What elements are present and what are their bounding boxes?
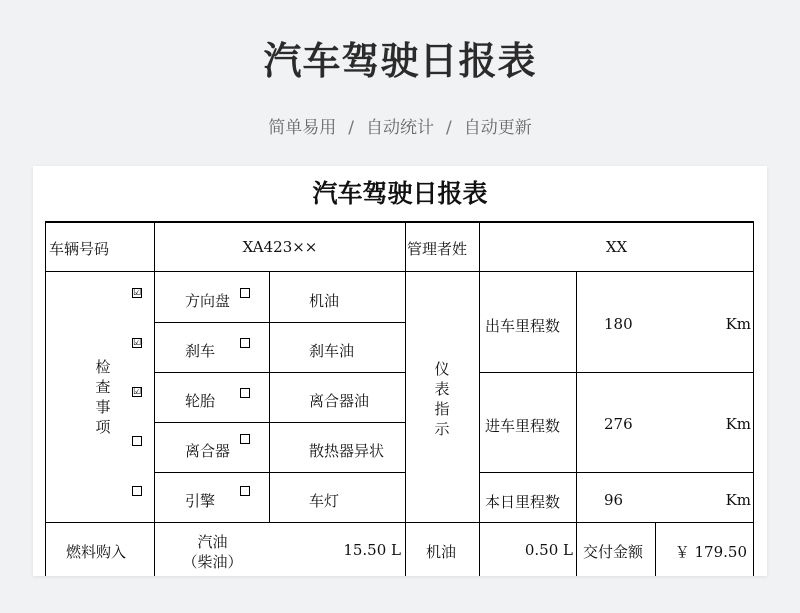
departure-mileage-value: 180 [604,315,633,333]
return-mileage-value: 276 [604,415,633,433]
return-mileage-unit: Km [725,415,751,433]
manager-label: 管理者姓 [407,240,468,258]
fuel-purchase-label: 燃料购入 [66,543,127,561]
brake-checkbox[interactable] [240,338,250,348]
grid-line [45,221,46,576]
inspection-checkbox[interactable] [132,436,142,446]
inspection-item-engine: 引擎 [185,492,216,510]
instrument-label-char: 示 [434,420,450,438]
inspection-checkbox[interactable]: ☑ [133,338,142,348]
fuel-type-gasoline: 汽油 [197,533,228,551]
inspection-item-radiator: 散热器异状 [309,442,385,460]
inspection-checkbox[interactable] [132,486,142,496]
grid-line [154,221,155,576]
grid-line [45,522,754,523]
grid-line [154,322,405,323]
grid-line [479,472,754,473]
inspection-item-clutch-fluid: 离合器油 [309,392,370,410]
steering-checkbox[interactable] [240,288,250,298]
engine-checkbox[interactable] [240,486,250,496]
inspection-item-brake-fluid: 刹车油 [309,342,355,360]
grid-line [45,221,754,223]
inspection-item-lights: 车灯 [309,492,340,510]
inspection-label [83,357,123,437]
inspection-item-engine-oil: 机油 [309,292,340,310]
inspection-item-tire: 轮胎 [185,392,216,410]
subtitle-separator: / [348,118,354,138]
report-table-grid [33,166,767,576]
inspection-item-brake: 刹车 [185,342,216,360]
departure-mileage-unit: Km [725,315,751,333]
manager-value: XX [605,238,628,256]
engine-oil-amount: 0.50 L [524,541,573,559]
grid-line [269,271,270,522]
inspection-checkbox[interactable]: ☑ [133,387,142,397]
inspection-item-steering: 方向盘 [185,292,231,310]
return-mileage-label: 进车里程数 [485,417,561,435]
grid-line [479,221,480,576]
instrument-label-char: 指 [434,400,450,418]
inspection-label-char: 项 [95,418,111,436]
subtitle-separator: / [446,118,452,138]
inspection-label-char: 查 [95,378,111,396]
tire-checkbox[interactable] [240,388,250,398]
sheet-title: 汽车驾驶日报表 [312,179,488,208]
clutch-checkbox[interactable] [240,434,250,444]
daily-mileage-label: 本日里程数 [485,493,561,511]
instrument-label [422,359,462,439]
instrument-label-char: 表 [434,380,450,398]
grid-line [154,472,405,473]
payment-amount-value: ￥ 179.50 [674,543,747,561]
subtitle-item-2: 自动统计 [366,118,434,138]
daily-mileage-unit: Km [725,491,751,509]
subtitle-item-3: 自动更新 [463,118,532,138]
grid-line [154,422,405,423]
vehicle-number-value: XA423×× [242,238,318,256]
departure-mileage-label: 出车里程数 [485,317,561,335]
grid-line [655,522,656,576]
daily-mileage-value: 96 [604,491,624,509]
grid-line [753,221,754,576]
engine-oil-label: 机油 [426,543,457,561]
fuel-type-diesel: （柴油） [182,553,243,571]
grid-line [45,271,754,272]
page-heading: 汽车驾驶日报表 [263,39,537,83]
inspection-item-clutch: 离合器 [185,442,231,460]
subtitle-item-1: 简单易用 [268,118,337,138]
instrument-label-char: 仪 [434,360,450,378]
inspection-label-char: 检 [95,358,111,376]
fuel-amount: 15.50 L [343,541,401,559]
grid-line [576,271,577,576]
report-sheet [33,166,767,576]
grid-line [154,372,405,373]
vehicle-number-label: 车辆号码 [49,240,110,258]
inspection-label-char: 事 [95,398,111,416]
payment-amount-label: 交付金额 [583,543,644,561]
grid-line [479,372,754,373]
grid-line [405,221,406,576]
inspection-checkbox[interactable]: ☑ [133,288,142,298]
page-subtitle [0,113,800,138]
